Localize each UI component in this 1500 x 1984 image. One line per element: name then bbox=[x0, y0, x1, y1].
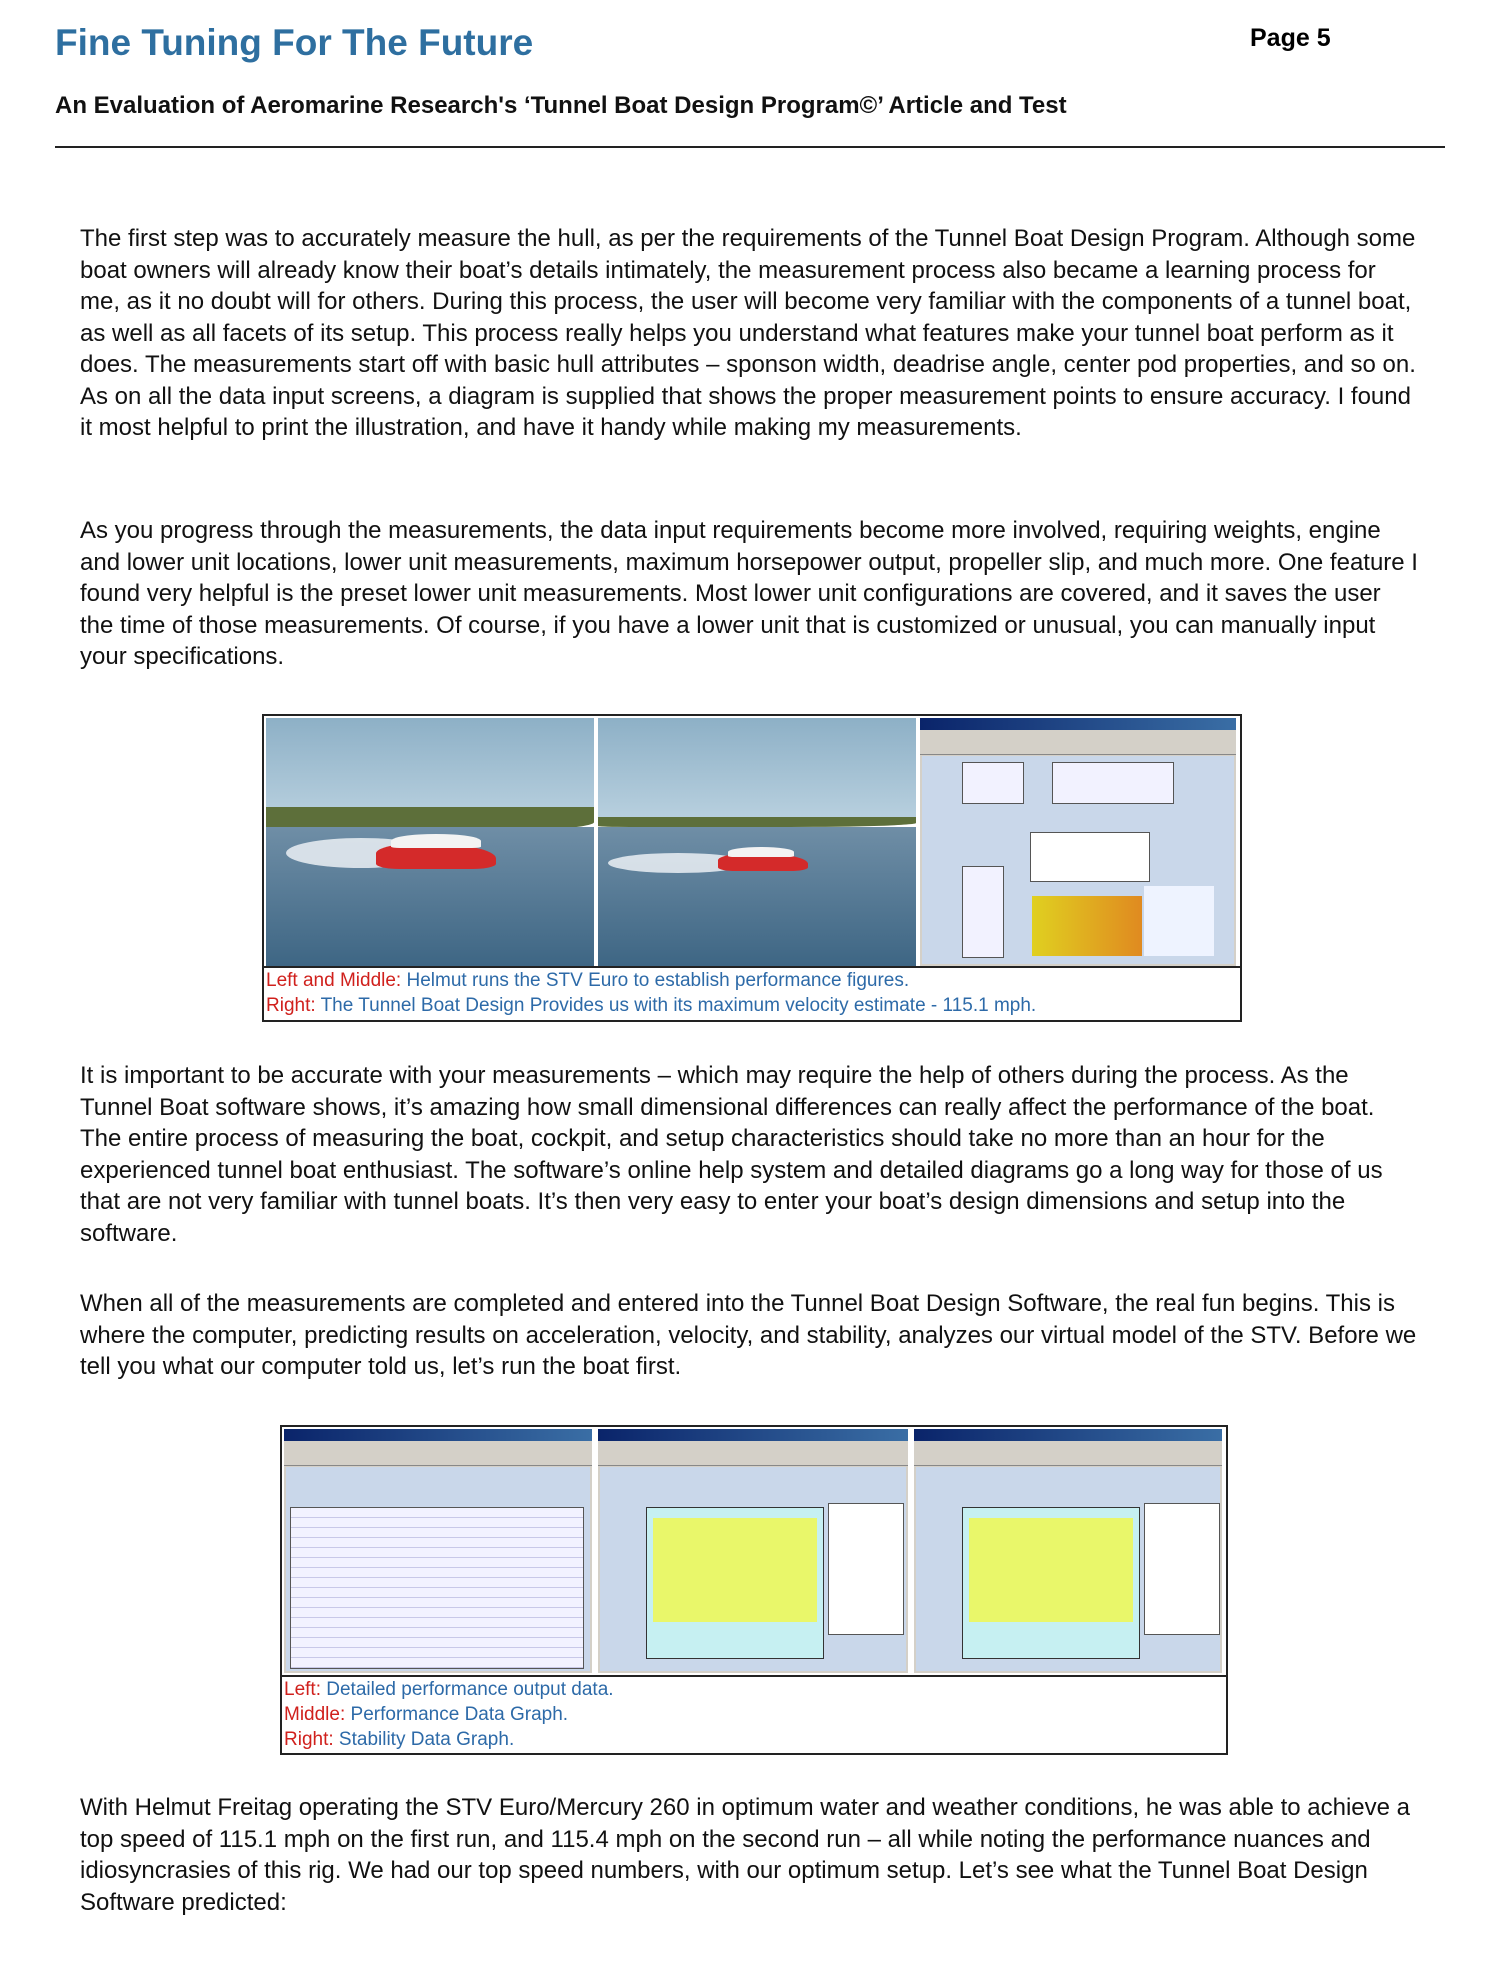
window-toolbar bbox=[914, 1443, 1222, 1466]
window-titlebar bbox=[284, 1429, 592, 1441]
performance-graph bbox=[646, 1507, 824, 1659]
figure-2 bbox=[280, 1425, 1228, 1755]
caption-label: Right: bbox=[266, 995, 316, 1016]
window-body bbox=[922, 756, 1234, 964]
input-fields bbox=[1052, 762, 1174, 804]
window-titlebar bbox=[914, 1429, 1222, 1441]
paragraph-4: When all of the measurements are completed and entered into the Tunnel Boat Design Software, the real fun begins. This is where the computer, predicting results on acceleration, velocity, and stability, analyzes our virtual model of the STV. Before we tell you what our computer told us, let’s run the boat first. bbox=[80, 1290, 1417, 1380]
window-toolbar bbox=[284, 1443, 592, 1466]
window-titlebar bbox=[598, 1429, 908, 1441]
caption-label: Left and Middle: bbox=[266, 970, 402, 991]
paragraph-3: It is important to be accurate with your measurements – which may require the help of others during the process. As the Tunnel Boat software shows, it’s amazing how small dimensional differences can really affect the performance of the boat. The entire process of measuring the boat, cockpit, and setup characteristics should take no more than an hour for the experienced tunnel boat enthusiast. The software’s online help system and detailed diagrams go a long way for those of us that are not very familiar with tunnel boats. It’s then very easy to enter your boat’s design dimensions and setup into the software. bbox=[80, 1062, 1383, 1247]
caption-line bbox=[266, 968, 1240, 993]
figure-1 bbox=[262, 714, 1242, 1022]
caption-text: Performance Data Graph. bbox=[345, 1704, 569, 1725]
graph-series-list bbox=[828, 1503, 904, 1635]
caption-text: Detailed performance output data. bbox=[320, 1679, 614, 1700]
boat-deck bbox=[391, 834, 481, 848]
photo-middle bbox=[598, 718, 916, 966]
setup-diagram bbox=[1032, 896, 1142, 956]
window-titlebar bbox=[920, 718, 1236, 730]
input-fields bbox=[962, 762, 1024, 804]
window-body bbox=[600, 1467, 906, 1671]
software-window-performance-data bbox=[284, 1429, 592, 1673]
photo-sky bbox=[598, 718, 916, 817]
software-window-performance-graph bbox=[598, 1429, 908, 1673]
paragraph-5: With Helmut Freitag operating the STV Euro/Mercury 260 in optimum water and weather conditions, he was able to achieve a top speed of 115.1 mph on the first run, and 115.4 mph on the second run – all while noting the performance nuances and idiosyncrasies of this rig. We had our top speed numbers, with our optimum setup. Let’s see what the Tunnel Boat Design Software predicted: bbox=[80, 1794, 1410, 1916]
stability-graph bbox=[962, 1507, 1140, 1659]
photo-shore bbox=[598, 817, 916, 827]
caption-line bbox=[284, 1677, 1226, 1702]
photo-sky bbox=[266, 718, 594, 817]
window-body bbox=[916, 1467, 1220, 1671]
photo-left bbox=[266, 718, 594, 966]
page-title: Fine Tuning For The Future bbox=[55, 22, 534, 63]
header-rule bbox=[55, 146, 1445, 148]
velocity-wizard-dialog bbox=[1030, 832, 1150, 882]
graph-plot-area bbox=[653, 1518, 817, 1622]
paragraph-1: The first step was to accurately measure the hull, as per the requirements of the Tunnel Boat Design Program. Although some boat owners will already know their boat’s details intimately, the measurement process also became a learning process for me, as it no doubt will for others. During this process, the user will become very familiar with the components of a tunnel boat, as well as all facets of its setup. This process really helps you understand what features make your tunnel boat perform as it does. The measurements start off with basic hull attributes – sponson width, deadrise angle, center pod properties, and so on. As on all the data input screens, a diagram is supplied that shows the proper measurement points to ensure accuracy. I found it most helpful to print the illustration, and have it handy while making my measurements. bbox=[80, 225, 1416, 441]
figure-1-caption bbox=[264, 966, 1240, 1020]
hull-diagram bbox=[1144, 886, 1214, 956]
software-window-input bbox=[920, 718, 1236, 966]
caption-text: Helmut runs the STV Euro to establish performance figures. bbox=[401, 970, 910, 991]
page-number: Page 5 bbox=[1250, 24, 1331, 52]
caption-line bbox=[266, 993, 1240, 1018]
caption-text: The Tunnel Boat Design Provides us with its maximum velocity estimate - 115.1 mph. bbox=[315, 995, 1037, 1016]
caption-label: Middle: bbox=[284, 1704, 346, 1725]
page-subtitle: An Evaluation of Aeromarine Research's ‘Tunnel Boat Design Program©’ Article and Test bbox=[55, 92, 1067, 119]
graph-plot-area bbox=[969, 1518, 1133, 1622]
input-fields bbox=[962, 866, 1004, 958]
boat-deck bbox=[728, 847, 794, 857]
graph-series-list bbox=[1144, 1503, 1220, 1635]
caption-line bbox=[284, 1702, 1226, 1727]
caption-line bbox=[284, 1727, 1226, 1752]
window-body bbox=[286, 1467, 590, 1671]
caption-text: Stability Data Graph. bbox=[333, 1729, 515, 1750]
window-toolbar bbox=[920, 732, 1236, 755]
caption-label: Left: bbox=[284, 1679, 321, 1700]
window-toolbar bbox=[598, 1443, 908, 1466]
caption-label: Right: bbox=[284, 1729, 334, 1750]
software-window-stability-graph bbox=[914, 1429, 1222, 1673]
figure-2-caption bbox=[282, 1675, 1226, 1753]
paragraph-2: As you progress through the measurements, the data input requirements become more involved, requiring weights, engine and lower unit locations, lower unit measurements, maximum horsepower output, propeller slip, and much more. One feature I found very helpful is the preset lower unit measurements. Most lower unit configurations are covered, and it saves the user the time of those measurements. Of course, if you have a lower unit that is customized or unusual, you can manually input your specifications. bbox=[80, 517, 1418, 670]
performance-data-table bbox=[290, 1507, 584, 1669]
